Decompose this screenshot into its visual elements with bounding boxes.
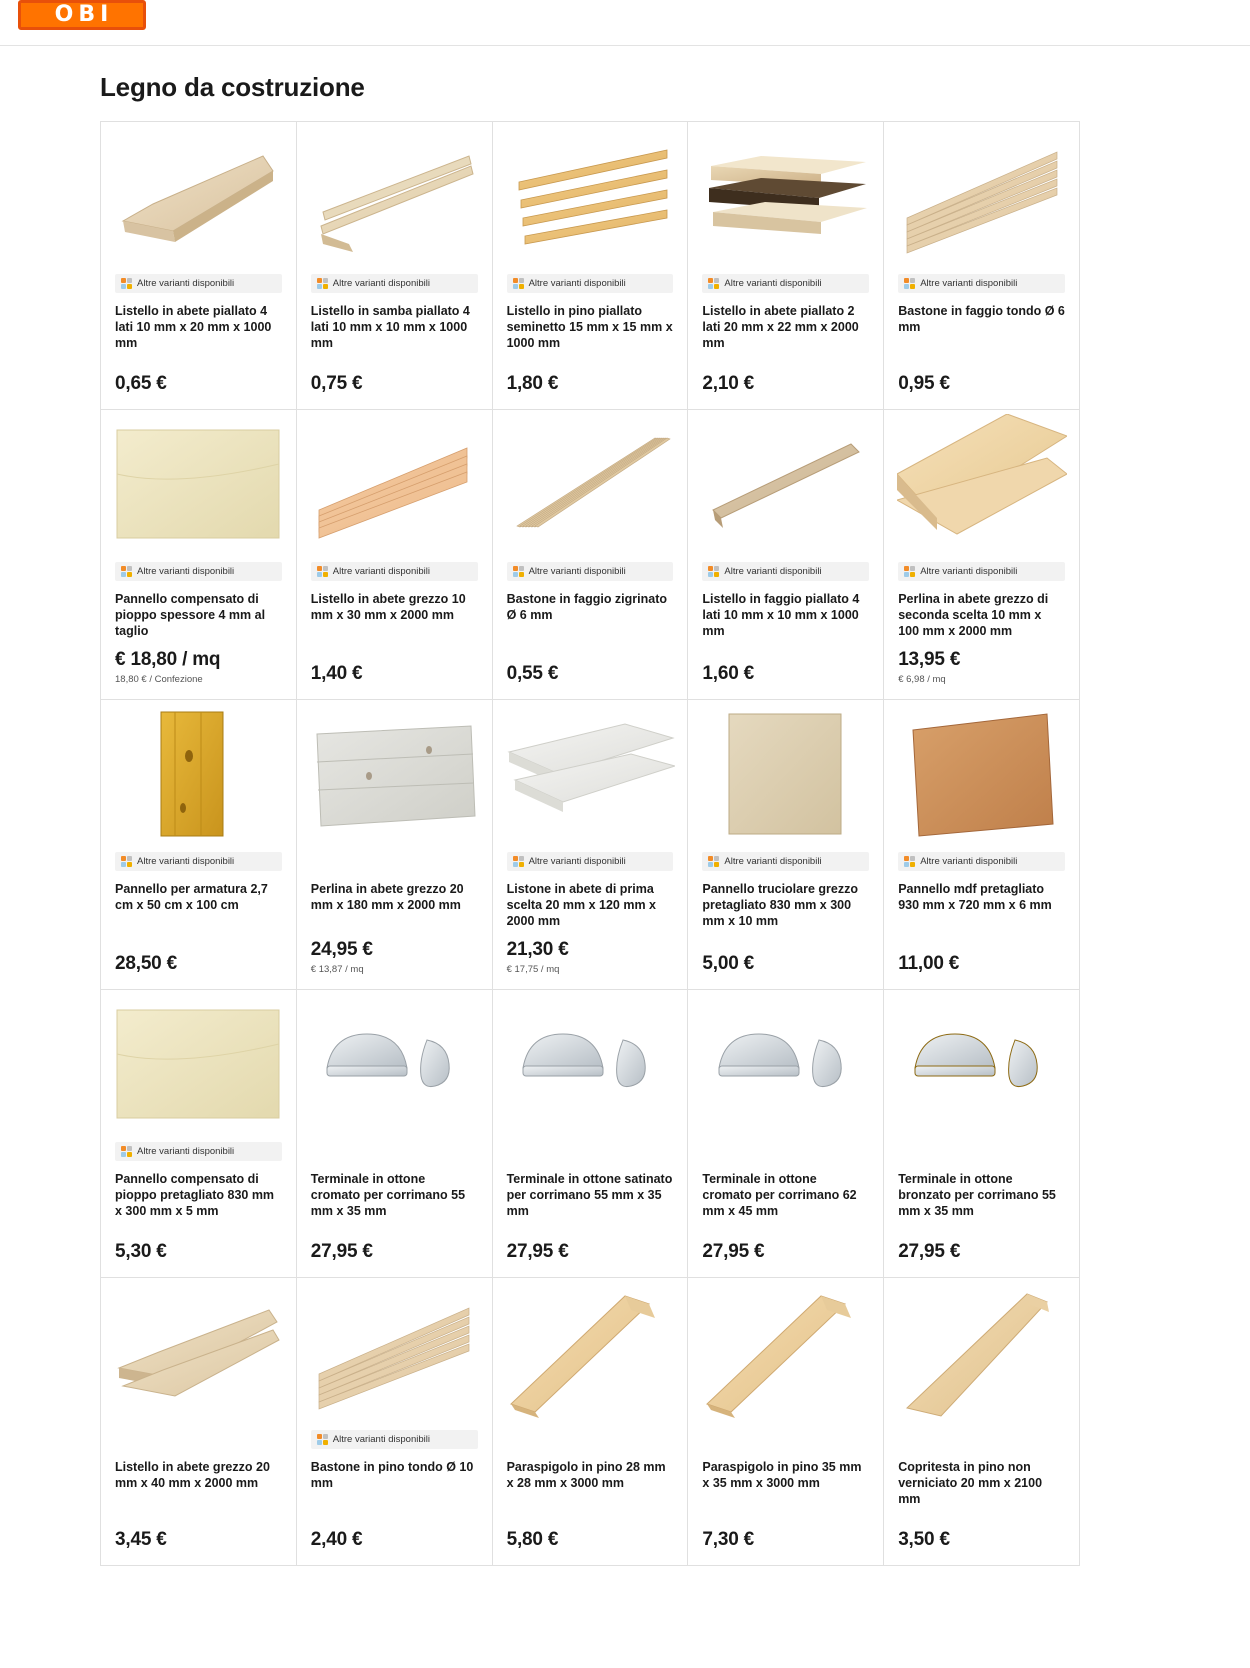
product-card[interactable]	[101, 122, 297, 410]
product-price: 27,95 €	[898, 1241, 961, 1262]
variant-badge-label: Altre varianti disponibili	[332, 1434, 430, 1445]
product-card[interactable]	[297, 700, 493, 990]
variant-badge[interactable]	[702, 562, 869, 581]
product-name[interactable]: Listello in abete piallato 2 lati 20 mm x 22 mm x 2000 mm	[702, 304, 859, 350]
product-image[interactable]	[101, 700, 296, 848]
product-name[interactable]: Paraspigolo in pino 35 mm x 35 mm x 3000 mm	[702, 1460, 862, 1490]
product-name[interactable]: Copritesta in pino non verniciato 20 mm x 2100 mm	[898, 1460, 1043, 1506]
product-name[interactable]: Pannello compensato di pioppo spessore 4 mm al taglio	[115, 592, 266, 638]
product-price: 24,95 €	[310, 939, 373, 960]
variant-badge[interactable]	[311, 1430, 478, 1449]
product-image[interactable]	[493, 1278, 688, 1426]
product-price: 3,50 €	[898, 1529, 950, 1550]
product-image[interactable]	[493, 700, 688, 848]
product-price: 21,30 €	[506, 939, 569, 960]
product-price: 0,75 €	[310, 373, 363, 394]
product-name[interactable]: Listello in abete grezzo 10 mm x 30 mm x 2000 mm	[310, 592, 466, 622]
product-card[interactable]	[297, 122, 493, 410]
variant-badge-placeholder	[898, 1142, 1065, 1161]
product-card[interactable]	[101, 990, 297, 1278]
product-unit-price: 18,80 € / Confezione	[115, 674, 203, 685]
product-price-block	[702, 653, 869, 685]
product-card[interactable]	[101, 700, 297, 990]
variant-badge-label: Altre varianti disponibili	[528, 856, 626, 867]
product-price: 27,95 €	[702, 1241, 765, 1262]
product-card[interactable]	[884, 700, 1080, 990]
product-card[interactable]	[884, 1278, 1080, 1566]
color-swatch-icon	[317, 566, 328, 577]
variant-badge-label: Altre varianti disponibili	[332, 566, 430, 577]
product-image[interactable]	[493, 990, 688, 1138]
color-swatch-icon	[121, 1146, 132, 1157]
product-price-block	[702, 363, 869, 395]
variant-badge-label: Altre varianti disponibili	[920, 566, 1018, 577]
variant-badge-label: Altre varianti disponibili	[528, 278, 626, 289]
variant-badge[interactable]	[898, 562, 1065, 581]
variant-badge-label: Altre varianti disponibili	[724, 566, 822, 577]
variant-badge-placeholder	[311, 1142, 478, 1161]
variant-badge[interactable]	[311, 274, 478, 293]
product-price-block	[702, 1231, 869, 1263]
variant-badge[interactable]	[507, 274, 674, 293]
product-card[interactable]	[297, 1278, 493, 1566]
color-swatch-icon	[904, 566, 915, 577]
variant-badge-label: Altre varianti disponibili	[920, 856, 1018, 867]
page-body	[0, 72, 1250, 1566]
variant-badge-placeholder	[898, 1430, 1065, 1449]
variant-badge-label: Altre varianti disponibili	[137, 566, 235, 577]
product-price: 2,40 €	[310, 1529, 363, 1550]
product-price: 27,95 €	[506, 1241, 569, 1262]
product-card[interactable]	[493, 1278, 689, 1566]
color-swatch-icon	[904, 278, 915, 289]
product-price-block	[115, 363, 282, 395]
product-name[interactable]: Terminale in ottone satinato per corrimano 55 mm x 35 mm	[506, 1172, 673, 1218]
variant-badge-placeholder	[507, 1142, 674, 1161]
variant-badge-placeholder	[115, 1430, 282, 1449]
product-image[interactable]	[101, 410, 296, 558]
product-name[interactable]: Listello in faggio piallato 4 lati 10 mm x 10 mm x 1000 mm	[702, 592, 860, 638]
product-price-block	[702, 943, 869, 975]
variant-badge-label: Altre varianti disponibili	[137, 856, 235, 867]
color-swatch-icon	[904, 856, 915, 867]
variant-badge[interactable]	[507, 852, 674, 871]
product-price: 0,95 €	[898, 373, 950, 394]
variant-badge[interactable]	[311, 562, 478, 581]
product-name[interactable]: Bastone in pino tondo Ø 10 mm	[310, 1460, 474, 1490]
product-name[interactable]: Listello in abete grezzo 20 mm x 40 mm x 2000 mm	[115, 1460, 270, 1490]
product-unit-price: € 6,98 / mq	[898, 674, 946, 685]
product-image[interactable]	[688, 990, 883, 1138]
variant-badge-label: Altre varianti disponibili	[332, 278, 430, 289]
product-price-block	[702, 1519, 869, 1551]
product-price: 3,45 €	[115, 1529, 167, 1550]
product-name[interactable]: Pannello compensato di pioppo pretagliato 830 mm x 300 mm x 5 mm	[115, 1172, 275, 1218]
product-price-block	[311, 363, 478, 395]
product-name[interactable]: Pannello truciolare grezzo pretagliato 830 mm x 300 mm x 10 mm	[702, 882, 858, 928]
product-card[interactable]	[688, 700, 884, 990]
product-name[interactable]: Perlina in abete grezzo di seconda scelta 10 mm x 100 mm x 2000 mm	[898, 592, 1049, 638]
color-swatch-icon	[708, 856, 719, 867]
product-name[interactable]: Listone in abete di prima scelta 20 mm x 120 mm x 2000 mm	[506, 882, 656, 928]
product-image[interactable]	[688, 122, 883, 270]
product-card[interactable]	[493, 410, 689, 700]
product-image[interactable]	[884, 990, 1079, 1138]
color-swatch-icon	[121, 278, 132, 289]
product-name[interactable]: Perlina in abete grezzo 20 mm x 180 mm x 2000 mm	[310, 882, 464, 912]
product-price: 0,55 €	[506, 663, 559, 684]
product-price: 28,50 €	[115, 953, 177, 974]
color-swatch-icon	[317, 278, 328, 289]
product-name[interactable]: Terminale in ottone cromato per corrimano 55 mm x 35 mm	[310, 1172, 466, 1218]
product-price: 27,95 €	[310, 1241, 373, 1262]
variant-badge-placeholder	[702, 1430, 869, 1449]
product-card[interactable]	[688, 990, 884, 1278]
product-image[interactable]	[493, 410, 688, 558]
product-price-block	[898, 943, 1065, 975]
product-name[interactable]: Paraspigolo in pino 28 mm x 28 mm x 3000 mm	[506, 1460, 666, 1490]
variant-badge-label: Altre varianti disponibili	[528, 566, 626, 577]
variant-badge[interactable]	[115, 274, 282, 293]
product-card[interactable]	[688, 122, 884, 410]
product-name[interactable]: Pannello mdf pretagliato 930 mm x 720 mm x 6 mm	[898, 882, 1052, 912]
product-price: 0,65 €	[115, 373, 167, 394]
product-price: 5,00 €	[702, 953, 755, 974]
product-grid	[100, 121, 1080, 1566]
variant-badge[interactable]	[898, 274, 1065, 293]
product-image[interactable]	[493, 122, 688, 270]
product-card[interactable]	[297, 410, 493, 700]
variant-badge[interactable]	[115, 562, 282, 581]
product-image[interactable]	[297, 410, 492, 558]
product-card[interactable]	[884, 990, 1080, 1278]
product-price: € 18,80 / mq	[115, 649, 221, 670]
color-swatch-icon	[121, 566, 132, 577]
obi-logo-text: OBI	[54, 2, 114, 27]
page-title: Legno da costruzione	[100, 72, 365, 102]
product-price: 2,10 €	[702, 373, 755, 394]
product-price: 13,95 €	[898, 649, 961, 670]
product-price-block	[507, 1231, 674, 1263]
product-price-block	[311, 1231, 478, 1263]
variant-badge[interactable]	[702, 852, 869, 871]
variant-badge-placeholder	[507, 1430, 674, 1449]
product-image[interactable]	[884, 1278, 1079, 1426]
product-price-block	[311, 653, 478, 685]
variant-badge[interactable]	[507, 562, 674, 581]
product-name[interactable]: Listello in pino piallato seminetto 15 mm x 15 mm x 1000 mm	[506, 304, 673, 350]
product-name[interactable]: Listello in samba piallato 4 lati 10 mm x 10 mm x 1000 mm	[310, 304, 470, 350]
product-price-block	[507, 653, 674, 685]
product-card[interactable]	[101, 1278, 297, 1566]
color-swatch-icon	[513, 278, 524, 289]
variant-badge[interactable]	[898, 852, 1065, 871]
product-card[interactable]	[884, 122, 1080, 410]
product-price-block	[898, 1231, 1065, 1263]
product-image[interactable]	[101, 990, 296, 1138]
product-price-block	[898, 639, 1065, 685]
product-price-block	[115, 1231, 282, 1263]
product-image[interactable]	[101, 122, 296, 270]
color-swatch-icon	[317, 1434, 328, 1445]
product-card[interactable]	[297, 990, 493, 1278]
product-price: 1,80 €	[506, 373, 559, 394]
product-card[interactable]	[688, 410, 884, 700]
product-card[interactable]	[493, 990, 689, 1278]
product-image[interactable]	[884, 122, 1079, 270]
site-header	[0, 0, 1250, 46]
product-name[interactable]: Terminale in ottone bronzato per corrimano 55 mm x 35 mm	[898, 1172, 1056, 1218]
product-price-block	[115, 639, 282, 685]
product-price-block	[507, 363, 674, 395]
product-image[interactable]	[297, 990, 492, 1138]
product-image[interactable]	[297, 1278, 492, 1426]
variant-badge-label: Altre varianti disponibili	[137, 278, 235, 289]
product-image[interactable]	[101, 1278, 296, 1426]
product-price-block	[115, 1519, 282, 1551]
product-price: 11,00 €	[898, 953, 960, 974]
product-price: 7,30 €	[702, 1529, 755, 1550]
variant-badge[interactable]	[115, 1142, 282, 1161]
color-swatch-icon	[513, 566, 524, 577]
color-swatch-icon	[513, 856, 524, 867]
product-image[interactable]	[297, 122, 492, 270]
variant-badge-placeholder	[311, 852, 478, 871]
product-name[interactable]: Listello in abete piallato 4 lati 10 mm x 20 mm x 1000 mm	[115, 304, 272, 350]
product-name[interactable]: Bastone in faggio tondo Ø 6 mm	[898, 304, 1065, 334]
product-price-block	[115, 943, 282, 975]
product-image[interactable]	[688, 410, 883, 558]
color-swatch-icon	[708, 278, 719, 289]
variant-badge[interactable]	[702, 274, 869, 293]
product-price: 1,40 €	[310, 663, 363, 684]
product-unit-price: € 17,75 / mq	[506, 964, 560, 975]
product-price-block	[507, 929, 674, 975]
product-unit-price: € 13,87 / mq	[310, 964, 364, 975]
product-image[interactable]	[884, 700, 1079, 848]
variant-badge[interactable]	[115, 852, 282, 871]
product-price-block	[311, 929, 478, 975]
product-image[interactable]	[884, 410, 1079, 558]
product-price-block	[898, 1519, 1065, 1551]
variant-badge-label: Altre varianti disponibili	[724, 856, 822, 867]
product-image[interactable]	[688, 700, 883, 848]
product-price-block	[507, 1519, 674, 1551]
color-swatch-icon	[121, 856, 132, 867]
product-card[interactable]	[101, 410, 297, 700]
product-price-block	[898, 363, 1065, 395]
variant-badge-placeholder	[702, 1142, 869, 1161]
product-price: 5,80 €	[506, 1529, 559, 1550]
product-image[interactable]	[297, 700, 492, 848]
product-name[interactable]: Pannello per armatura 2,7 cm x 50 cm x 100 cm	[115, 882, 268, 912]
product-card[interactable]	[688, 1278, 884, 1566]
product-price: 1,60 €	[702, 663, 755, 684]
product-image[interactable]	[688, 1278, 883, 1426]
variant-badge-label: Altre varianti disponibili	[724, 278, 822, 289]
product-price-block	[311, 1519, 478, 1551]
obi-logo[interactable]	[18, 0, 146, 30]
color-swatch-icon	[708, 566, 719, 577]
product-card[interactable]	[493, 700, 689, 990]
product-card[interactable]	[493, 122, 689, 410]
product-name[interactable]: Terminale in ottone cromato per corrimano 62 mm x 45 mm	[702, 1172, 857, 1218]
product-name[interactable]: Bastone in faggio zigrinato Ø 6 mm	[506, 592, 668, 622]
variant-badge-label: Altre varianti disponibili	[920, 278, 1018, 289]
product-price: 5,30 €	[115, 1241, 167, 1262]
variant-badge-label: Altre varianti disponibili	[137, 1146, 235, 1157]
product-card[interactable]	[884, 410, 1080, 700]
